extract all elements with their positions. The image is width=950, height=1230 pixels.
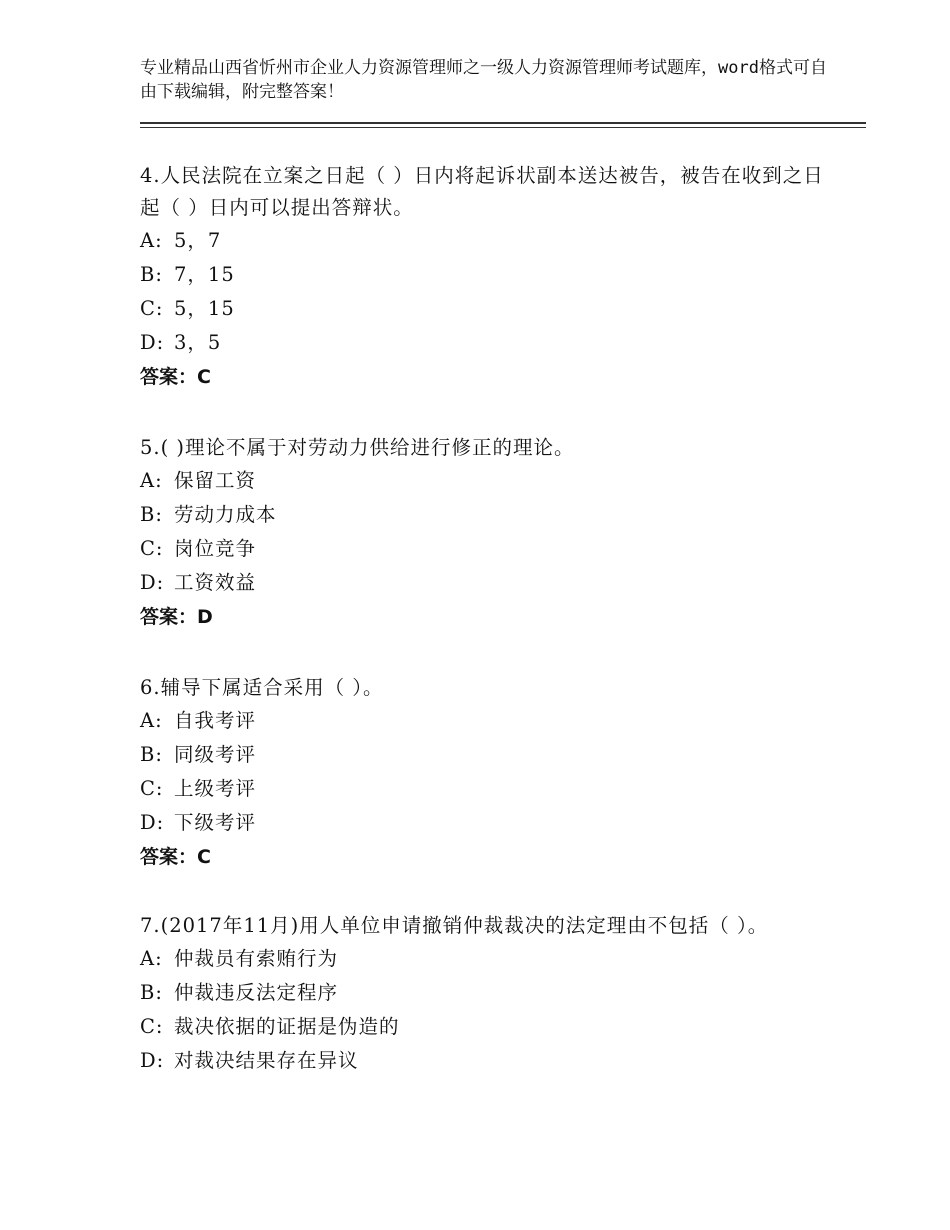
- option-label: B:: [140, 743, 163, 766]
- option-text: 5，7: [174, 229, 222, 252]
- option-text: 工资效益: [174, 571, 257, 594]
- header-divider-thick: [140, 122, 866, 124]
- option-a: [140, 704, 830, 738]
- option-text: 仲裁员有索贿行为: [174, 947, 339, 970]
- option-d: [140, 566, 830, 600]
- option-text: 自我考评: [174, 709, 257, 732]
- option-text: 下级考评: [174, 811, 257, 834]
- option-text: 岗位竞争: [174, 537, 257, 560]
- option-label: C:: [140, 537, 164, 560]
- option-text: 3，5: [174, 331, 222, 354]
- question-7: [140, 910, 830, 1078]
- question-6: [140, 672, 830, 874]
- option-label: D:: [140, 331, 165, 354]
- header-divider-thin: [140, 127, 866, 128]
- option-c: [140, 772, 830, 806]
- option-a: [140, 224, 830, 258]
- option-d: [140, 806, 830, 840]
- option-label: C:: [140, 777, 164, 800]
- option-b: [140, 738, 830, 772]
- option-c: [140, 292, 830, 326]
- option-label: D:: [140, 1049, 165, 1072]
- question-stem: 6.辅导下属适合采用（ ）。: [140, 676, 384, 699]
- answer: 答案：D: [140, 606, 213, 628]
- document-header: 专业精品山西省忻州市企业人力资源管理师之一级人力资源管理师考试题库，word格式可自由下载编辑，附完整答案！: [140, 58, 827, 102]
- option-label: C:: [140, 297, 164, 320]
- option-text: 7，15: [174, 263, 235, 286]
- option-text: 对裁决结果存在异议: [174, 1049, 359, 1072]
- option-text: 上级考评: [174, 777, 257, 800]
- option-text: 仲裁违反法定程序: [174, 981, 339, 1004]
- answer: 答案：C: [140, 846, 211, 868]
- option-c: [140, 1010, 830, 1044]
- option-a: [140, 942, 830, 976]
- option-text: 保留工资: [174, 469, 257, 492]
- option-label: B:: [140, 503, 163, 526]
- option-a: [140, 464, 830, 498]
- option-b: [140, 498, 830, 532]
- option-label: D:: [140, 571, 165, 594]
- option-text: 同级考评: [174, 743, 257, 766]
- question-stem: 7.(2017年11月)用人单位申请撤销仲裁裁决的法定理由不包括（ ）。: [140, 914, 769, 937]
- option-b: [140, 258, 830, 292]
- option-text: 劳动力成本: [174, 503, 277, 526]
- option-label: B:: [140, 981, 163, 1004]
- answer: 答案：C: [140, 366, 211, 388]
- option-label: A:: [140, 709, 163, 732]
- option-text: 裁决依据的证据是伪造的: [174, 1015, 400, 1038]
- option-text: 5，15: [174, 297, 235, 320]
- option-label: A:: [140, 947, 163, 970]
- option-b: [140, 976, 830, 1010]
- question-stem: 4.人民法院在立案之日起（ ）日内将起诉状副本送达被告，被告在收到之日起（ ）日内可以提出答辩状。: [140, 164, 824, 219]
- option-label: C:: [140, 1015, 164, 1038]
- option-label: D:: [140, 811, 165, 834]
- option-label: B:: [140, 263, 163, 286]
- option-d: [140, 326, 830, 360]
- question-stem: 5.( )理论不属于对劳动力供给进行修正的理论。: [140, 436, 575, 459]
- option-label: A:: [140, 229, 163, 252]
- question-4: [140, 160, 830, 394]
- option-c: [140, 532, 830, 566]
- question-5: [140, 432, 830, 634]
- option-label: A:: [140, 469, 163, 492]
- option-d: [140, 1044, 830, 1078]
